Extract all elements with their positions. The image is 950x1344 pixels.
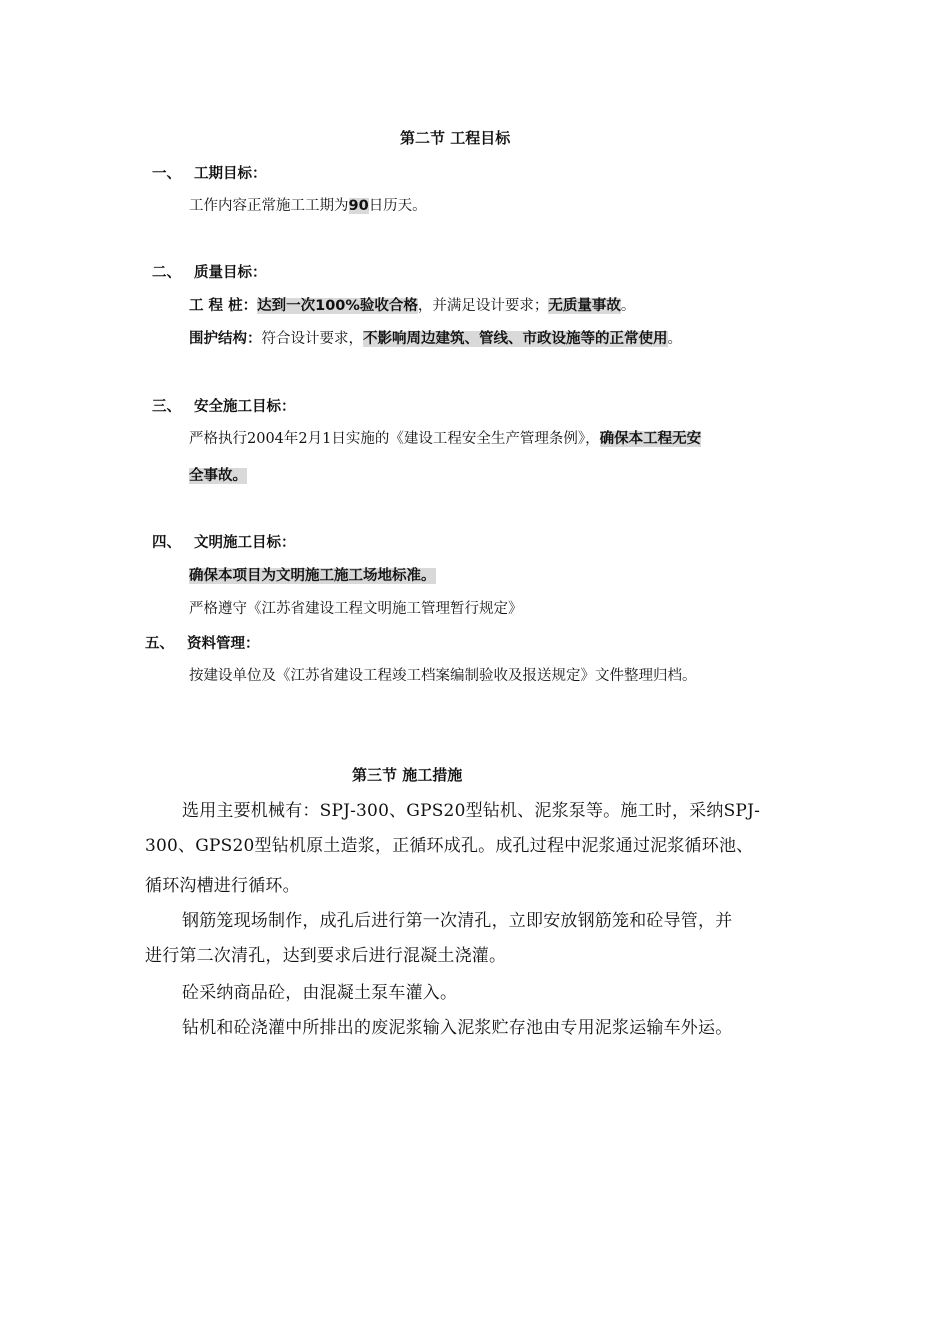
- heading-number: 二、: [152, 265, 181, 281]
- document-management-text: 按建设单位及《江苏省建设工程竣工档案编制验收及报送规定》文件整理归档。: [189, 668, 697, 684]
- heading-schedule-goal: [152, 162, 267, 183]
- text-run: 严格执行2004年2月1日实施的《建设工程安全生产管理条例》，: [189, 431, 600, 447]
- heading-document-management: [145, 632, 260, 653]
- heading-quality-goal: [152, 261, 267, 282]
- quality-retaining-line: [189, 327, 682, 348]
- text-run: ，并满足设计要求；: [417, 298, 549, 314]
- section-2-title: 第二节 工程目标: [400, 129, 511, 147]
- measures-p2-line-2: 进行第二次清孔，达到要求后进行混凝土浇灌。: [145, 946, 507, 966]
- measures-p1-line-2: 300、GPS20型钻机原土造浆，正循环成孔。成孔过程中泥浆通过泥浆循环池、: [145, 836, 754, 856]
- safety-goal-line-1: [189, 427, 701, 448]
- heading-number: 一、: [152, 166, 181, 182]
- heading-number: 四、: [152, 535, 181, 551]
- measures-p2-line-1: 钢筋笼现场制作，成孔后进行第一次清孔，立即安放钢筋笼和砼导管，并: [182, 911, 733, 931]
- text-run: 。: [620, 298, 636, 314]
- heading-text: 安全施工目标：: [194, 399, 296, 415]
- text-run: 日历天。: [368, 198, 427, 214]
- heading-text: 资料管理：: [187, 636, 260, 652]
- highlight-pile-c: 无质量事故: [548, 298, 621, 314]
- heading-text: 工期目标：: [194, 166, 267, 182]
- civilized-goal-line-1: [189, 564, 436, 585]
- quality-pile-line: [189, 294, 635, 315]
- civilized-goal-line-2: 严格遵守《江苏省建设工程文明施工管理暂行规定》: [189, 601, 523, 617]
- heading-number: 五、: [145, 636, 174, 652]
- heading-number: 三、: [152, 399, 181, 415]
- schedule-goal-text: [189, 194, 427, 215]
- heading-civilized-goal: [152, 531, 296, 552]
- highlight-civilized: 确保本项目为文明施工施工场地标准。: [189, 568, 436, 584]
- measures-p1-line-1: 选用主要机械有：SPJ-300、GPS20型钻机、泥浆泵等。施工时，采纳SPJ-: [182, 801, 761, 821]
- highlight-safety: 确保本工程无安: [599, 431, 702, 447]
- text-run: 。: [667, 331, 682, 347]
- heading-text: 文明施工目标：: [194, 535, 296, 551]
- text-run: 工作内容正常施工工期为: [189, 198, 349, 214]
- text-run: 符合设计要求，: [261, 331, 363, 347]
- highlight-pile-a: 达到一次100%验收合格: [257, 298, 418, 314]
- label-pile: 工 程 桩：: [189, 298, 258, 314]
- measures-p3: 砼采纳商品砼，由混凝土泵车灌入。: [182, 983, 458, 1003]
- safety-goal-line-2: [189, 464, 247, 485]
- heading-safety-goal: [152, 395, 296, 416]
- label-retaining: 围护结构：: [189, 331, 262, 347]
- measures-p1-line-3: 循环沟槽进行循环。: [145, 876, 300, 896]
- highlight-retaining: 不影响周边建筑、管线、市政设施等的正常使用: [363, 331, 668, 347]
- heading-text: 质量目标：: [194, 265, 267, 281]
- section-3-title: 第三节 施工措施: [352, 766, 463, 784]
- highlight-safety-end: 全事故。: [189, 468, 247, 484]
- measures-p4: 钻机和砼浇灌中所排出的废泥浆输入泥浆贮存池由专用泥浆运输车外运。: [182, 1018, 733, 1038]
- highlight-days: 90: [348, 198, 369, 214]
